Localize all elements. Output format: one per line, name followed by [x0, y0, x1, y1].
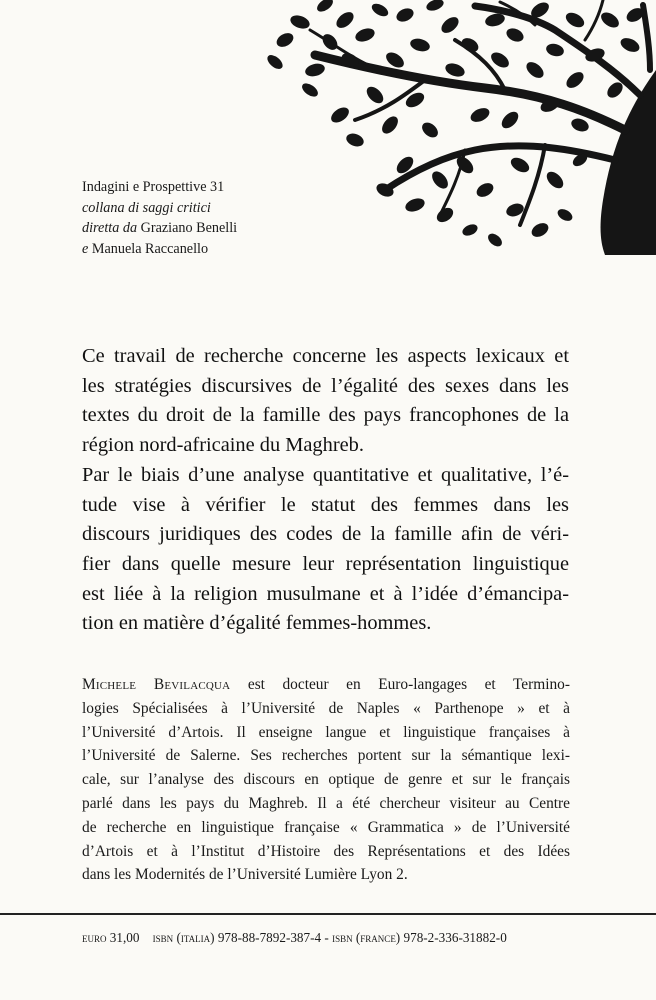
isbn-separator: -	[324, 930, 329, 945]
series-title: Indagini e Prospettive 31	[82, 179, 225, 195]
isbn-italy-value: 978-88-7892-387-4	[217, 930, 322, 945]
abstract-line: fier dans quelle mesure leur représentation linguistique	[82, 552, 569, 575]
editor-conjunction: e	[82, 240, 89, 257]
series-subtitle: collana di saggi critici	[82, 199, 211, 216]
bio-first-line-rest: est docteur en Euro-langages et Termino-	[230, 676, 570, 693]
abstract-line: les stratégies discursives de l’égalité des sexes dans les	[82, 374, 569, 397]
author-name: Michele Bevilacqua	[82, 676, 231, 693]
price-label: euro	[82, 930, 107, 945]
price-isbn-line	[82, 929, 507, 947]
abstract-line: textes du droit de la famille des pays francophones de la	[82, 404, 569, 427]
bio-line: logies Spécialisées à l’Université de Naples « Parthenope » et à	[82, 699, 570, 717]
series-info	[82, 177, 302, 259]
editor-prefix: diretta da	[82, 220, 138, 236]
footer-divider	[0, 913, 656, 915]
bio-line	[82, 673, 570, 697]
book-abstract	[82, 342, 569, 639]
editor-name-1: Graziano Benelli	[140, 220, 238, 236]
bio-line: l’Université d’Artois. Il enseigne langue et linguistique françaises à	[82, 723, 570, 741]
editor-name-2: Manuela Raccanello	[91, 240, 209, 257]
abstract-line: tion en matière d’égalité femmes-hommes.	[82, 612, 432, 635]
price-value: 31,00	[109, 930, 140, 945]
bio-line: dans les Modernités de l’Université Lumière Lyon 2.	[82, 866, 408, 884]
abstract-line: Par le biais d’une analyse quantitative et qualitative, l’é-	[82, 463, 569, 486]
abstract-line: tude vise à vérifier le statut des femmes dans les	[82, 493, 569, 516]
bio-line: l’Université de Salerne. Ses recherches portent sur la sémantique lexi-	[82, 747, 570, 765]
abstract-paragraph-2	[82, 461, 569, 639]
abstract-line: région nord-africaine du Maghreb.	[82, 434, 364, 457]
abstract-paragraph-1	[82, 342, 569, 461]
series-editor-1	[82, 218, 302, 239]
tree-illustration	[255, 0, 656, 255]
abstract-line: est liée à la religion musulmane et à l’idée d’émancipa-	[82, 582, 569, 605]
bio-line: de recherche en linguistique française « Grammatica » de l’Université	[82, 818, 570, 836]
author-bio	[82, 673, 570, 887]
isbn-france-label: isbn (france)	[332, 930, 401, 945]
series-editor-2	[82, 239, 302, 260]
bio-line: parlé dans les pays du Maghreb. Il a été chercheur visiteur au Centre	[82, 794, 570, 812]
isbn-france-value: 978-2-336-31882-0	[403, 930, 507, 945]
isbn-italy-label: isbn (italia)	[152, 930, 215, 945]
abstract-line: Ce travail de recherche concerne les aspects lexicaux et	[82, 345, 569, 367]
bio-line: d’Artois et à l’Institut d’Histoire des Représentations et des Idées	[82, 842, 570, 860]
bio-line: cale, sur l’analyse des discours en optique de genre et sur le français	[82, 771, 570, 789]
abstract-line: discours juridiques des codes de la famille afin de véri-	[82, 523, 569, 546]
